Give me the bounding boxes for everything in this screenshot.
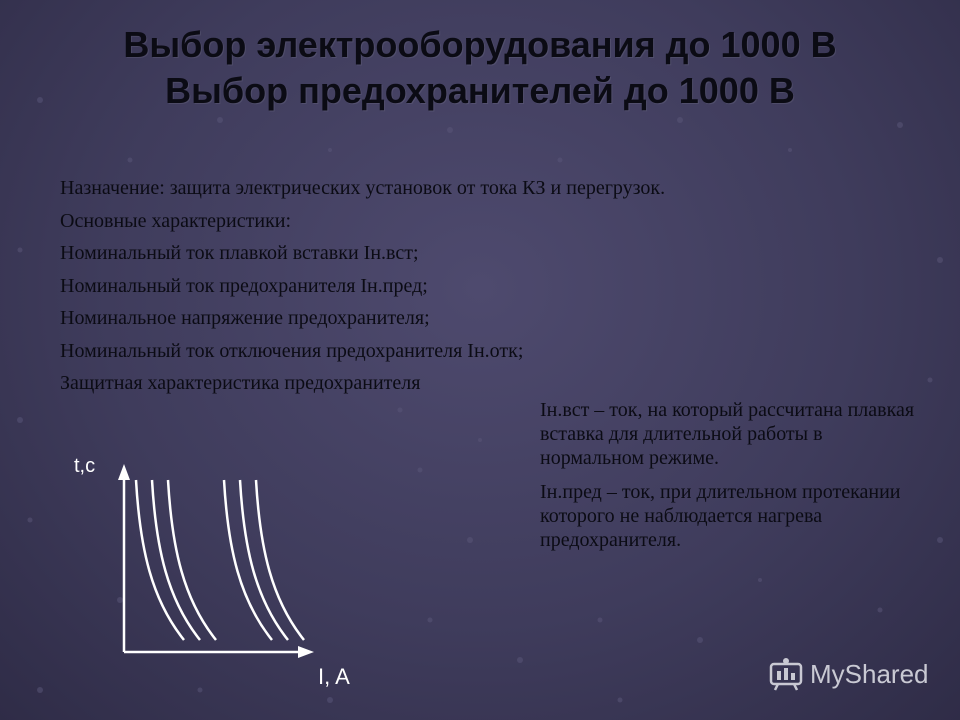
watermark-text: MyShared bbox=[810, 658, 929, 689]
characteristic-curve bbox=[256, 480, 304, 640]
characteristics-heading: Основные характеристики: bbox=[60, 209, 292, 232]
characteristic-item: Номинальное напряжение предохранителя; bbox=[60, 307, 430, 329]
characteristic-curve bbox=[224, 480, 272, 640]
characteristic-curve bbox=[240, 480, 288, 640]
myshared-logo-icon bbox=[768, 657, 804, 691]
y-axis-label: t,c bbox=[74, 455, 96, 477]
protective-characteristic-diagram bbox=[60, 440, 380, 700]
definition-in-pred: Iн.пред – ток, при длительном протекании которого не наблюдается нагрева предохранителя. bbox=[540, 481, 901, 551]
characteristic-curve bbox=[136, 480, 184, 640]
x-axis-label: I, A bbox=[318, 664, 350, 689]
characteristic-item: Номинальный ток плавкой вставки Iн.вст; bbox=[60, 242, 419, 264]
title-line-1: Выбор электрооборудования до 1000 В bbox=[123, 24, 837, 65]
title-line-2: Выбор предохранителей до 1000 В bbox=[165, 70, 795, 111]
watermark bbox=[768, 654, 929, 694]
definitions-block bbox=[540, 398, 930, 562]
slide-title bbox=[0, 22, 960, 114]
characteristic-curve bbox=[168, 480, 216, 640]
characteristic-item: Номинальный ток отключения предохранителя Iн.отк; bbox=[60, 339, 524, 362]
characteristic-curve bbox=[152, 480, 200, 640]
characteristic-item: Защитная характеристика предохранителя bbox=[60, 372, 421, 394]
y-axis-arrow bbox=[118, 464, 130, 480]
characteristic-item: Номинальный ток предохранителя Iн.пред; bbox=[60, 274, 428, 297]
main-text-block bbox=[60, 172, 920, 400]
purpose-line: Назначение: защита электрических установок от тока КЗ и перегрузок. bbox=[60, 177, 666, 199]
definition-in-vst: Iн.вст – ток, на который рассчитана плавкая вставка для длительной работы в нормальном режиме. bbox=[540, 399, 915, 469]
x-axis-arrow bbox=[298, 646, 314, 658]
